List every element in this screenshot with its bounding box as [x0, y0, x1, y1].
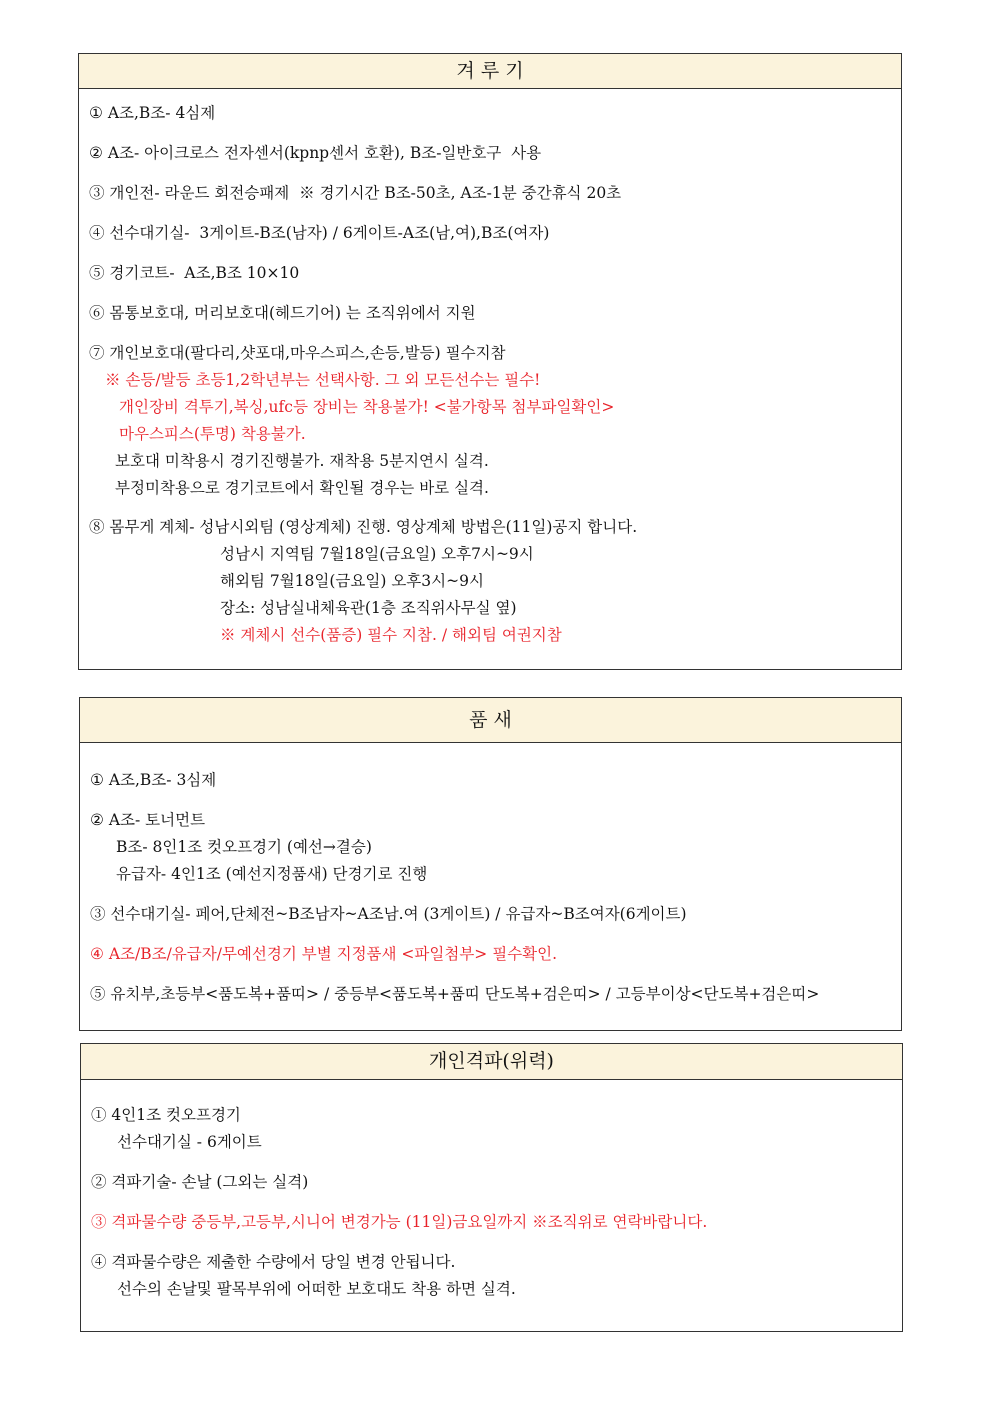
sparring-section	[78, 53, 902, 670]
poomsae-item-4: ④ A조/B조/유급자/무예선경기 부별 지정품새 <파일첨부> 필수확인.	[90, 945, 558, 963]
breaking-item-2: ② 격파기술- 손날 (그외는 실격)	[91, 1173, 309, 1191]
poomsae-section	[79, 697, 902, 1031]
sparring-title: 겨 루 기	[79, 54, 901, 89]
sparring-item-8-line-2: 해외팀 7월18일(금요일) 오후3시~9시	[220, 572, 484, 590]
poomsae-title: 품 새	[80, 698, 901, 743]
sparring-item-6: ⑥ 몸통보호대, 머리보호대(헤드기어) 는 조직위에서 지원	[89, 304, 476, 322]
sparring-item-1: ① A조,B조- 4심제	[89, 104, 216, 122]
sparring-item-5: ⑤ 경기코트- A조,B조 10×10	[89, 264, 300, 282]
poomsae-item-2-c: 유급자- 4인1조 (예선지정품새) 단경기로 진행	[116, 865, 428, 883]
sparring-item-8-line-1: 성남시 지역팀 7월18일(금요일) 오후7시~9시	[220, 545, 534, 563]
sparring-item-8: ⑧ 몸무게 계체- 성남시외팀 (영상계체) 진행. 영상계체 방법은(11일)공지 합니다.	[89, 518, 638, 536]
sparring-item-7-note-1: ※ 손등/발등 초등1,2학년부는 선택사항. 그 외 모든선수는 필수!	[105, 371, 541, 389]
breaking-section	[80, 1043, 903, 1332]
breaking-item-3: ③ 격파물수량 중등부,고등부,시니어 변경가능 (11일)금요일까지 ※조직위로 연락바랍니다.	[91, 1213, 708, 1231]
sparring-item-7: ⑦ 개인보호대(팔다리,샷포대,마우스피스,손등,발등) 필수지참	[89, 344, 506, 362]
sparring-item-8-line-3: 장소: 성남실내체육관(1층 조직위사무실 옆)	[220, 599, 517, 617]
sparring-item-7-note-4: 보호대 미착용시 경기진행불가. 재착용 5분지연시 실격.	[115, 452, 489, 470]
sparring-item-2: ② A조- 아이크로스 전자센서(kpnp센서 호환), B조-일반호구 사용	[89, 144, 542, 162]
sparring-item-8-line-4: ※ 계체시 선수(품증) 필수 지참. / 해외팀 여권지참	[220, 626, 562, 644]
sparring-item-3: ③ 개인전- 라운드 회전승패제 ※ 경기시간 B조-50초, A조-1분 중간휴식 20초	[89, 184, 622, 202]
sparring-item-7-note-3: 마우스피스(투명) 착용불가.	[119, 425, 306, 443]
poomsae-item-3: ③ 선수대기실- 페어,단체전~B조남자~A조남.여 (3게이트) / 유급자~B조여자(6게이트)	[90, 905, 687, 923]
breaking-item-4-b: 선수의 손날및 팔목부위에 어떠한 보호대도 착용 하면 실격.	[117, 1280, 516, 1298]
sparring-item-7-note-2: 개인장비 격투기,복싱,ufc등 장비는 착용불가! <불가항목 첨부파일확인>	[119, 398, 615, 416]
breaking-item-1: ① 4인1조 컷오프경기	[91, 1106, 241, 1124]
sparring-item-4: ④ 선수대기실- 3게이트-B조(남자) / 6게이트-A조(남,여),B조(여자)	[89, 224, 550, 242]
poomsae-item-2-b: B조- 8인1조 컷오프경기 (예선→결승)	[116, 838, 372, 856]
poomsae-item-1: ① A조,B조- 3심제	[90, 771, 217, 789]
breaking-item-4: ④ 격파물수량은 제출한 수량에서 당일 변경 안됩니다.	[91, 1253, 456, 1271]
breaking-title: 개인격파(위력)	[81, 1044, 902, 1080]
poomsae-item-2: ② A조- 토너먼트	[90, 811, 206, 829]
sparring-item-7-note-5: 부정미착용으로 경기코트에서 확인될 경우는 바로 실격.	[115, 479, 489, 497]
poomsae-item-5: ⑤ 유치부,초등부<품도복+품띠> / 중등부<품도복+품띠 단도복+검은띠> / 고등부이상<단도복+검은띠>	[90, 985, 820, 1003]
breaking-item-1-b: 선수대기실 - 6게이트	[117, 1133, 262, 1151]
